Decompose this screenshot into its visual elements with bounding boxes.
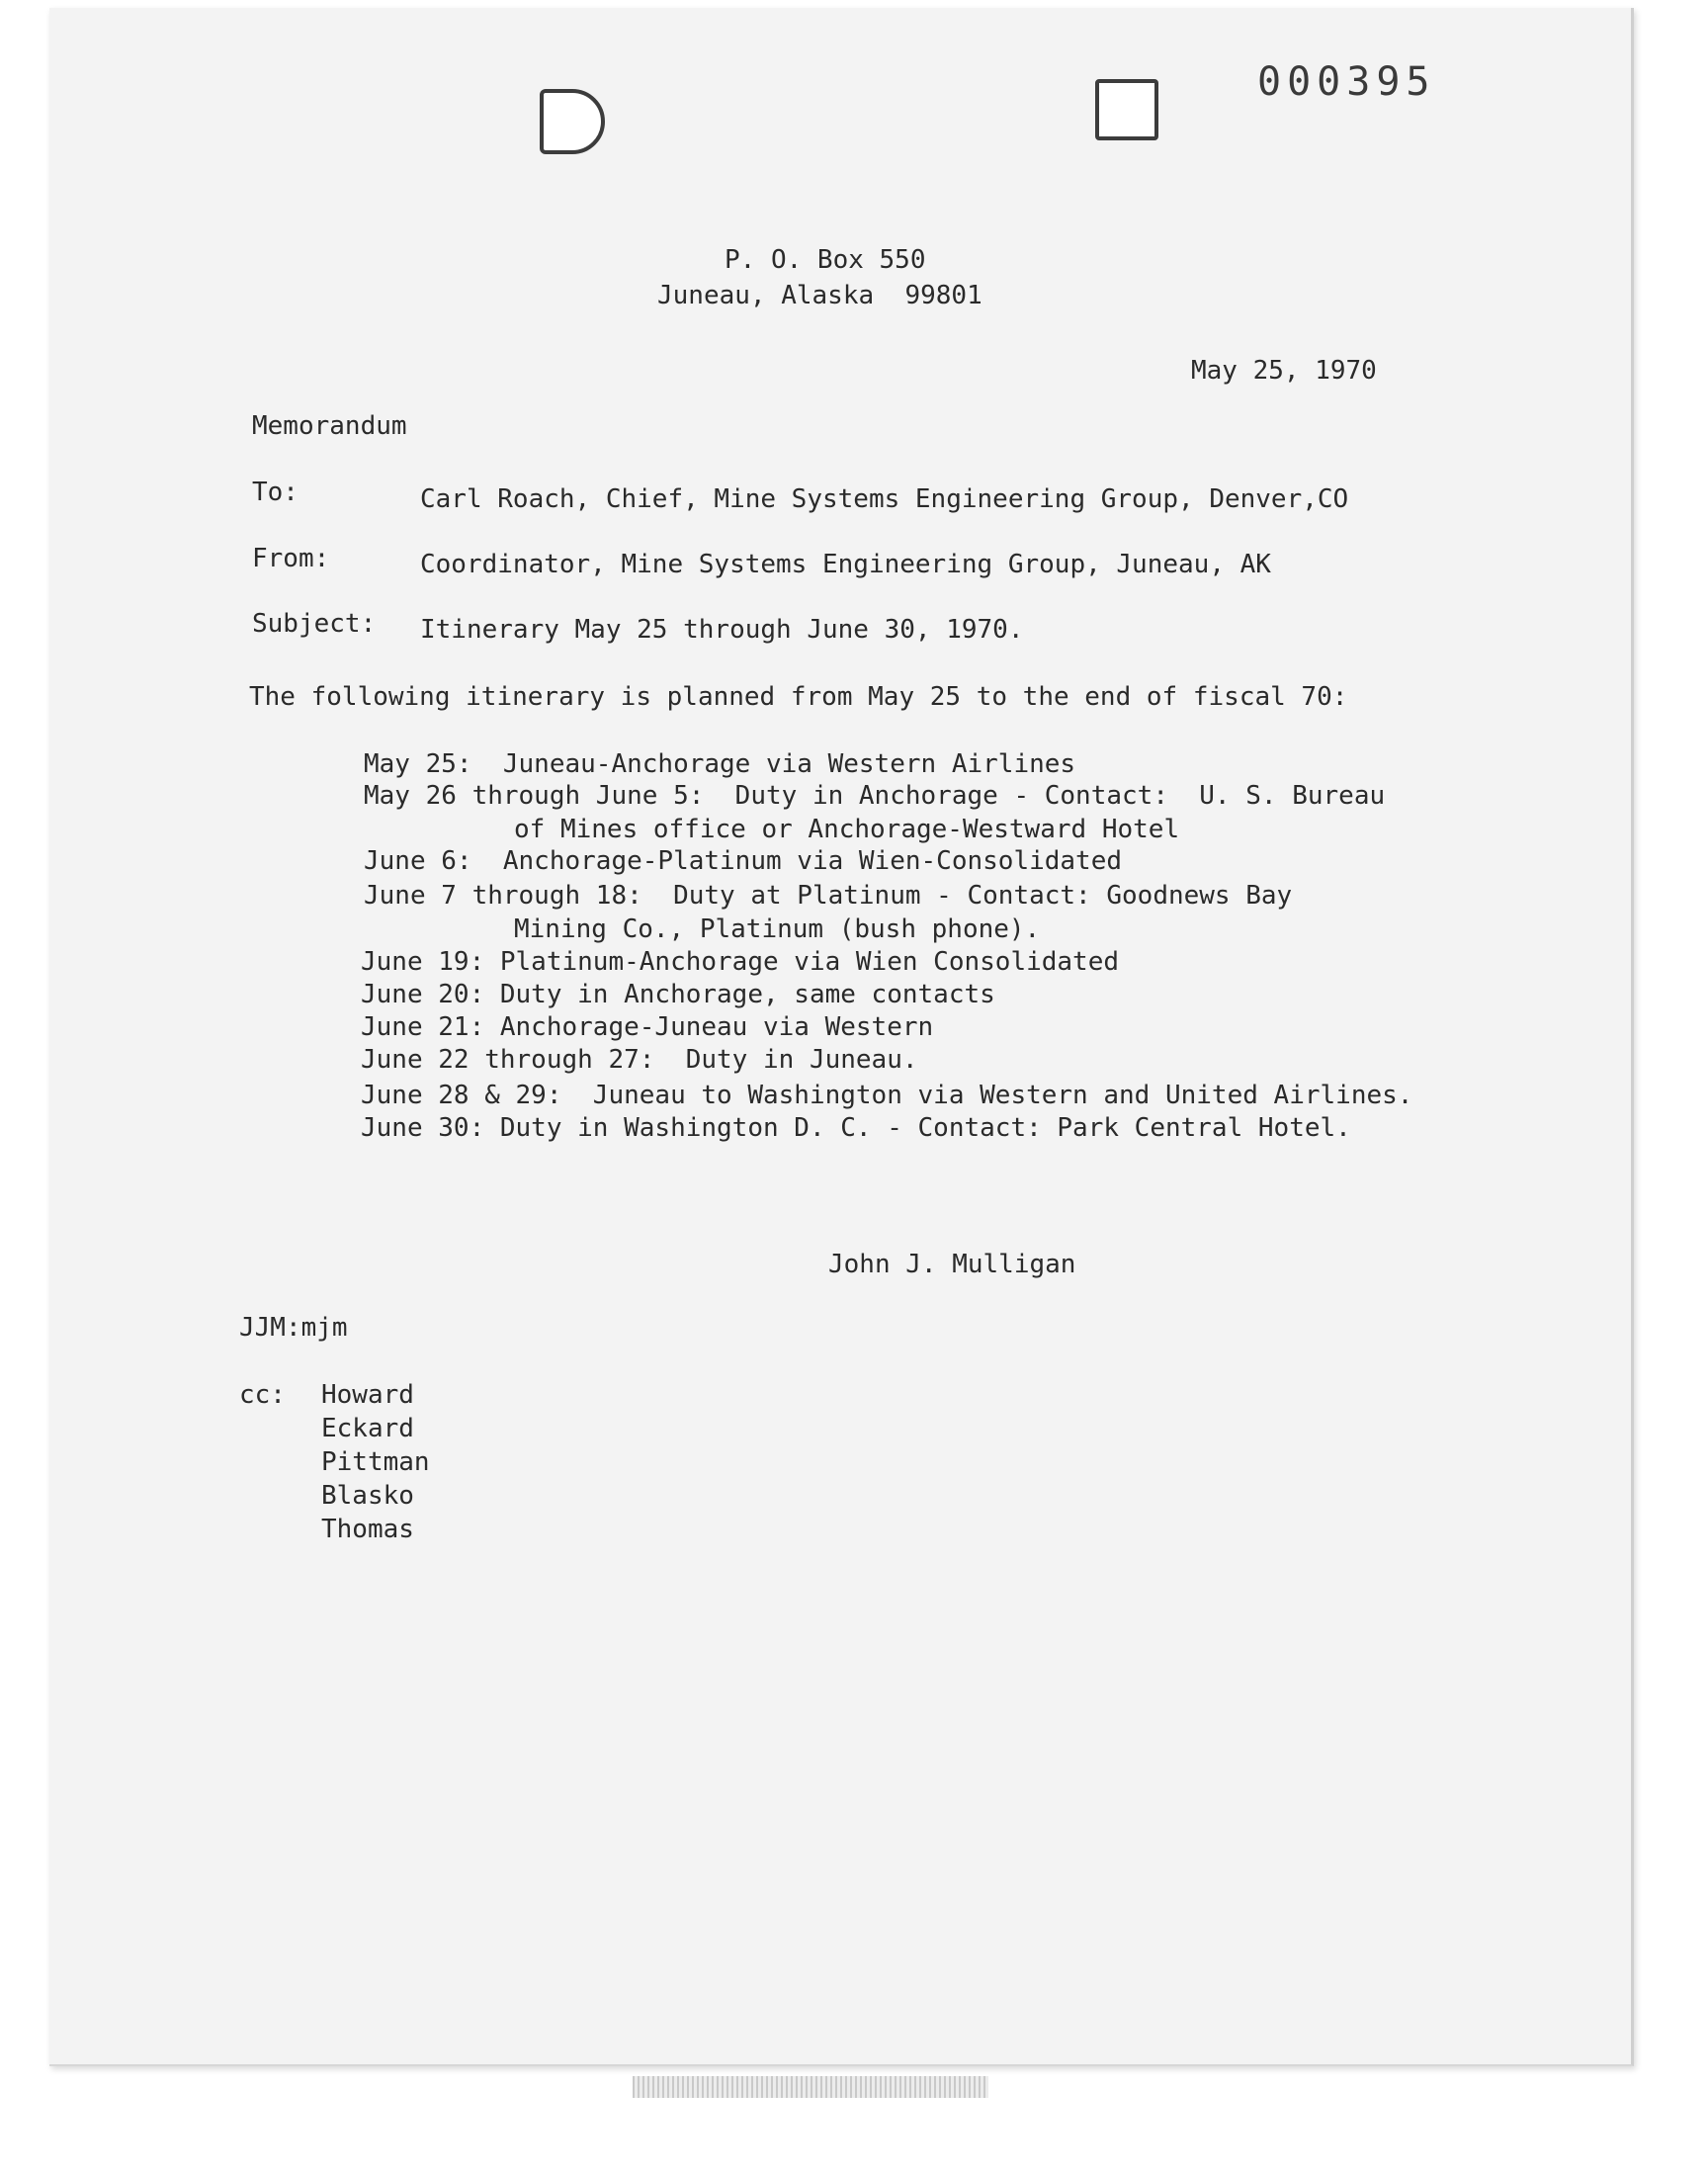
- signature-name: John J. Mulligan: [828, 1250, 1076, 1279]
- itinerary-item: June 6: Anchorage-Platinum via Wien-Consolidated: [364, 846, 1123, 876]
- itinerary-item: June 28 & 29: Juneau to Washington via Western and United Airlines.: [361, 1081, 1413, 1110]
- itinerary-item: June 7 through 18: Duty at Platinum - Contact: Goodnews Bay: [364, 881, 1293, 911]
- scan-edge-strip: [633, 2076, 988, 2098]
- itinerary-item: May 25: Juneau-Anchorage via Western Airlines: [364, 749, 1076, 779]
- address-line-2: Juneau, Alaska 99801: [657, 281, 982, 310]
- memo-date: May 25, 1970: [1191, 356, 1377, 386]
- memo-label: Memorandum: [252, 411, 407, 441]
- cc-label: cc:: [239, 1380, 286, 1410]
- cc-name: Pittman: [321, 1447, 430, 1477]
- from-label: From:: [252, 544, 330, 573]
- cc-list: [321, 1380, 430, 1548]
- subject-label: Subject:: [252, 609, 377, 639]
- itinerary-item-continued: of Mines office or Anchorage-Westward Hotel: [514, 815, 1180, 844]
- typist-initials: JJM:mjm: [239, 1313, 348, 1343]
- itinerary-item: June 19: Platinum-Anchorage via Wien Consolidated: [361, 947, 1120, 977]
- to-label: To:: [252, 478, 299, 507]
- punch-hole-left: [540, 89, 605, 154]
- itinerary-item-continued: Mining Co., Platinum (bush phone).: [514, 914, 1041, 944]
- document-number: 000395: [1257, 59, 1436, 105]
- cc-name: Eckard: [321, 1414, 414, 1443]
- intro-paragraph: The following itinerary is planned from May 25 to the end of fiscal 70:: [249, 682, 1348, 712]
- from-value: Coordinator, Mine Systems Engineering Group, Juneau, AK: [420, 550, 1271, 579]
- itinerary-item: June 21: Anchorage-Juneau via Western: [361, 1012, 934, 1042]
- address-line-1: P. O. Box 550: [725, 245, 926, 275]
- itinerary-item: June 20: Duty in Anchorage, same contacts: [361, 980, 995, 1009]
- cc-name: Blasko: [321, 1481, 414, 1511]
- punch-hole-right: [1095, 79, 1158, 140]
- subject-value: Itinerary May 25 through June 30, 1970.: [420, 615, 1024, 645]
- itinerary-item: June 30: Duty in Washington D. C. - Contact: Park Central Hotel.: [361, 1113, 1351, 1143]
- cc-name: Thomas: [321, 1515, 414, 1544]
- itinerary-item: June 22 through 27: Duty in Juneau.: [361, 1045, 918, 1075]
- cc-name: Howard: [321, 1380, 414, 1410]
- to-value: Carl Roach, Chief, Mine Systems Engineering Group, Denver,CO: [420, 484, 1349, 514]
- itinerary-item: May 26 through June 5: Duty in Anchorage - Contact: U. S. Bureau: [364, 781, 1386, 811]
